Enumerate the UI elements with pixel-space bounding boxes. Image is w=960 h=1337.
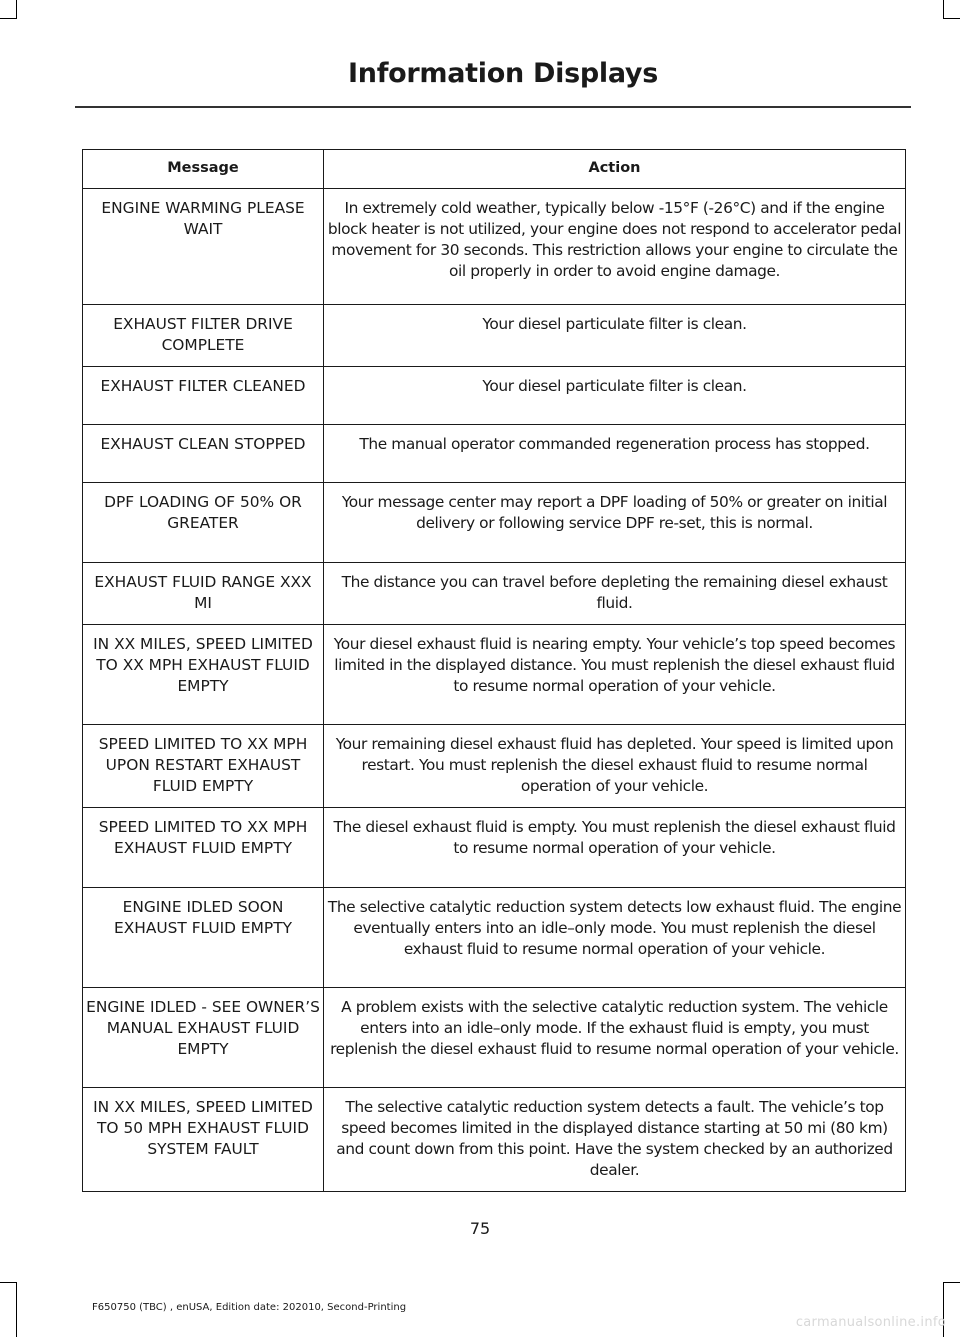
action-cell: Your remaining diesel exhaust fluid has depleted. Your speed is limited upon restart. You must replenish the diesel exhaust fluid to resume normal operation of your vehicle. <box>324 725 906 808</box>
message-table <box>82 149 906 1192</box>
table-row <box>83 625 906 725</box>
page-title: Information Displays <box>348 58 658 89</box>
crop-mark-top-left-h <box>0 18 17 19</box>
action-cell: A problem exists with the selective catalytic reduction system. The vehicle enters into an idle–only mode. If the exhaust fluid is empty, you must replenish the diesel exhaust fluid to resume normal operation of your vehicle. <box>324 988 906 1088</box>
message-cell: EXHAUST CLEAN STOPPED <box>83 425 324 483</box>
column-header-message: Message <box>83 150 324 189</box>
edition-footer: F650750 (TBC) , enUSA, Edition date: 202010, Second-Printing <box>92 1302 407 1313</box>
header-rule <box>75 106 911 108</box>
action-cell: The selective catalytic reduction system detects low exhaust fluid. The engine eventually enters into an idle–only mode. You must replenish the diesel exhaust fluid to resume normal operation of your vehicle. <box>324 888 906 988</box>
message-cell: EXHAUST FILTER CLEANED <box>83 367 324 425</box>
action-cell: The manual operator commanded regeneration process has stopped. <box>324 425 906 483</box>
action-cell: Your diesel particulate filter is clean. <box>324 305 906 367</box>
message-cell: SPEED LIMITED TO XX MPH EXHAUST FLUID EMPTY <box>83 808 324 888</box>
action-cell: Your message center may report a DPF loading of 50% or greater on initial delivery or following service DPF re-set, this is normal. <box>324 483 906 563</box>
crop-mark-bottom-right-h <box>943 1282 960 1283</box>
table-row <box>83 425 906 483</box>
action-cell: In extremely cold weather, typically below -15°F (-26°C) and if the engine block heater is not utilized, your engine does not respond to accelerator pedal movement for 30 seconds. This restriction allows your engine to circulate the oil properly in order to avoid engine damage. <box>324 189 906 305</box>
table-row <box>83 483 906 563</box>
table-row <box>83 888 906 988</box>
message-cell: ENGINE IDLED SOON EXHAUST FLUID EMPTY <box>83 888 324 988</box>
action-cell: Your diesel exhaust fluid is nearing empty. Your vehicle’s top speed becomes limited in the displayed distance. You must replenish the diesel exhaust fluid to resume normal operation of your vehicle. <box>324 625 906 725</box>
crop-mark-top-left <box>16 0 17 18</box>
message-cell: EXHAUST FILTER DRIVE COMPLETE <box>83 305 324 367</box>
action-cell: The diesel exhaust fluid is empty. You must replenish the diesel exhaust fluid to resume normal operation of your vehicle. <box>324 808 906 888</box>
table-header-row <box>83 150 906 189</box>
table-row <box>83 189 906 305</box>
crop-mark-top-right <box>943 0 944 18</box>
page-number: 75 <box>469 1219 491 1238</box>
watermark: carmanualsonline.info <box>795 1315 946 1330</box>
table-row <box>83 808 906 888</box>
action-cell: The distance you can travel before depleting the remaining diesel exhaust fluid. <box>324 563 906 625</box>
crop-mark-top-right-h <box>943 18 960 19</box>
crop-mark-bottom-left <box>16 1282 17 1337</box>
message-cell: ENGINE WARMING PLEASE WAIT <box>83 189 324 305</box>
action-cell: The selective catalytic reduction system detects a fault. The vehicle’s top speed becomes limited in the displayed distance starting at 50 mi (80 km) and count down from this point. Have the system checked by an authorized dealer. <box>324 1088 906 1192</box>
table-row <box>83 563 906 625</box>
action-cell: Your diesel particulate filter is clean. <box>324 367 906 425</box>
column-header-action: Action <box>324 150 906 189</box>
message-cell: IN XX MILES, SPEED LIMITED TO 50 MPH EXHAUST FLUID SYSTEM FAULT <box>83 1088 324 1192</box>
table-row <box>83 988 906 1088</box>
message-cell: IN XX MILES, SPEED LIMITED TO XX MPH EXHAUST FLUID EMPTY <box>83 625 324 725</box>
crop-mark-bottom-left-h <box>0 1282 17 1283</box>
message-cell: ENGINE IDLED - SEE OWNER’S MANUAL EXHAUST FLUID EMPTY <box>83 988 324 1088</box>
message-cell: DPF LOADING OF 50% OR GREATER <box>83 483 324 563</box>
message-cell: SPEED LIMITED TO XX MPH UPON RESTART EXHAUST FLUID EMPTY <box>83 725 324 808</box>
table-row <box>83 367 906 425</box>
table-row <box>83 725 906 808</box>
table-row <box>83 305 906 367</box>
table-row <box>83 1088 906 1192</box>
message-cell: EXHAUST FLUID RANGE XXX MI <box>83 563 324 625</box>
